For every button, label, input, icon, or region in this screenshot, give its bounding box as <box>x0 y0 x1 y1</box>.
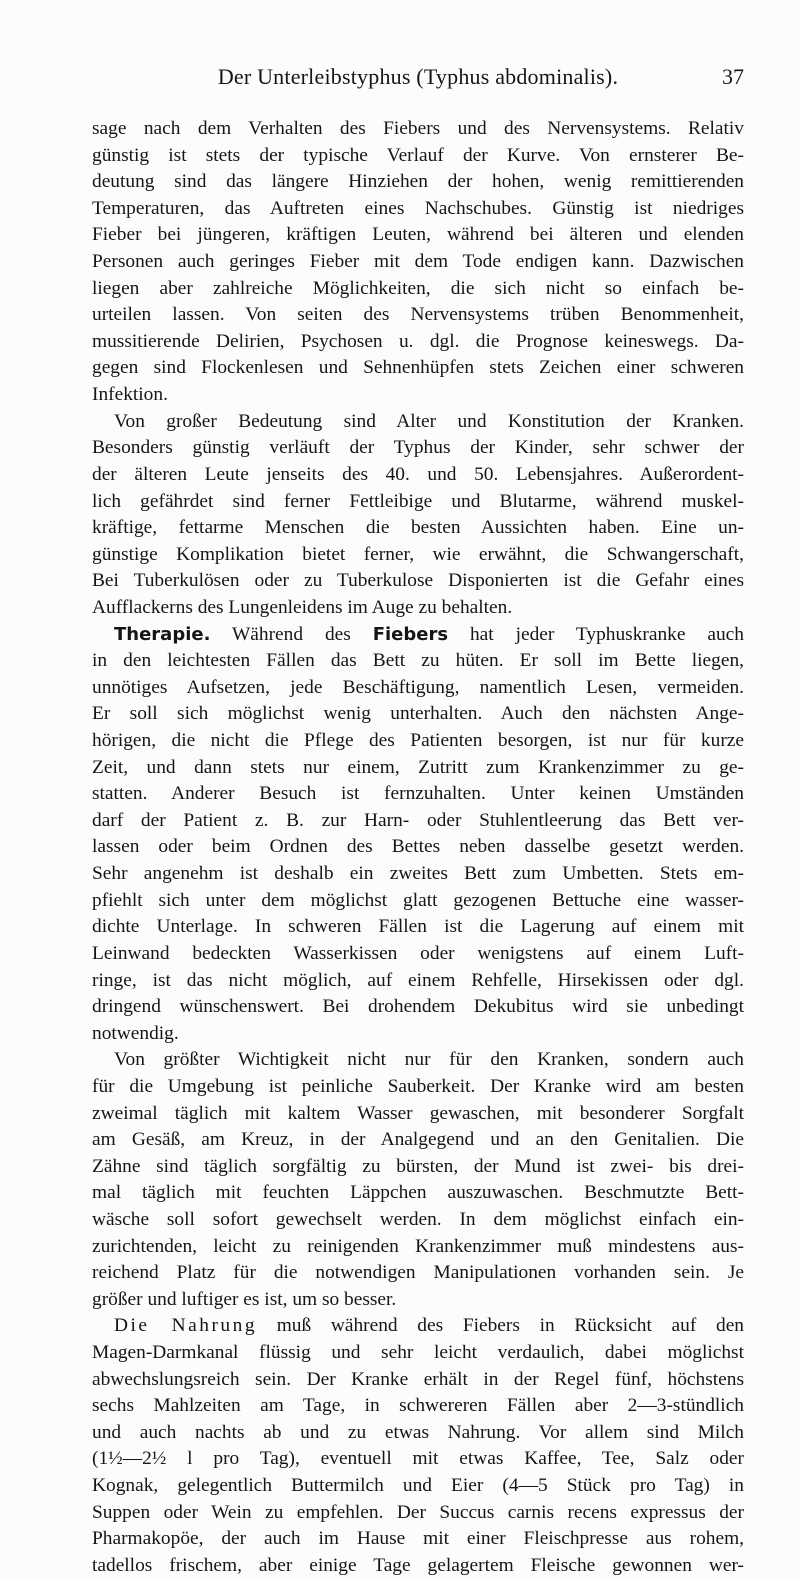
section-heading-therapie: Therapie. <box>114 623 211 645</box>
text-line: zurichtenden, leicht zu reinigenden Krankenzimmer muß mindestens aus- <box>92 1235 744 1257</box>
text-line: abwechslungsreich sein. Der Kranke erhält in der Regel fünf, höchstens <box>92 1368 744 1390</box>
text-line: liegen aber zahlreiche Möglichkeiten, die sich nicht so einfach be- <box>92 277 744 299</box>
text-line: lich gefährdet sind ferner Fettleibige und Blutarme, während muskel- <box>92 490 744 512</box>
text-line: darf der Patient z. B. zur Harn- oder Stuhlentleerung das Bett ver- <box>92 809 744 831</box>
text-line: zweimal täglich mit kaltem Wasser gewaschen, mit besonderer Sorgfalt <box>92 1102 744 1124</box>
text-line: günstige Komplikation bietet ferner, wie erwähnt, die Schwangerschaft, <box>92 543 744 565</box>
text-line: gegen sind Flockenlesen und Sehnenhüpfen stets Zeichen einer schweren <box>92 357 744 379</box>
text-line: (1½—2½ l pro Tag), eventuell mit etwas Kaffee, Tee, Salz oder <box>92 1448 744 1470</box>
text-line: Besonders günstig verläuft der Typhus der Kinder, sehr schwer der <box>92 437 744 459</box>
text-line: günstig ist stets der typische Verlauf der Kurve. Von ernsterer Be- <box>92 144 744 166</box>
text-line: lassen oder beim Ordnen des Bettes neben dasselbe gesetzt werden. <box>92 836 744 858</box>
running-title: Der Unterleibstyphus (Typhus abdominalis). <box>217 64 619 89</box>
text-line: Suppen oder Wein zu empfehlen. Der Succus carnis recens expressus der <box>92 1501 744 1523</box>
text-line: Magen-Darmkanal flüssig und sehr leicht verdaulich, dabei möglichst <box>92 1342 744 1364</box>
text-line: sechs Mahlzeiten am Tage, in schwereren Fällen aber 2—3-stündlich <box>92 1395 744 1417</box>
running-head <box>92 64 744 100</box>
therapy-first-line <box>92 622 744 649</box>
text-line: Kognak, gelegentlich Buttermilch und Eier (4—5 Stück pro Tag) in <box>92 1475 744 1497</box>
text-fragment: muß während des Fiebers in Rücksicht auf den <box>257 1315 744 1337</box>
text-line: hörigen, die nicht die Pflege des Patienten besorgen, ist nur für kurze <box>92 730 744 752</box>
text-line: Leinwand bedeckten Wasserkissen oder wenigstens auf einem Luft- <box>92 942 744 964</box>
text-line: unnötiges Aufsetzen, jede Beschäftigung, namentlich Lesen, vermeiden. <box>92 676 744 698</box>
text-line: der älteren Leute jenseits des 40. und 50. Lebensjahres. Außerordent- <box>92 463 744 485</box>
text-line: reichend Platz für die notwendigen Manipulationen vorhanden sein. Je <box>92 1262 744 1284</box>
text-line: dichte Unterlage. In schweren Fällen ist die Lagerung auf einem mit <box>92 916 744 938</box>
text-line: ringe, ist das nicht möglich, auf einem Rehfelle, Hirsekissen oder dgl. <box>92 969 744 991</box>
page-number: 37 <box>722 64 744 89</box>
text-line: sage nach dem Verhalten des Fiebers und des Nervensystems. Relativ <box>92 118 744 139</box>
text-line: Fieber bei jüngeren, kräftigen Leuten, während bei älteren und elenden <box>92 224 744 246</box>
text-line: Temperaturen, das Auftreten eines Nachschubes. Günstig ist niedriges <box>92 197 744 219</box>
text-line: Infektion. <box>92 384 168 406</box>
nutrition-first-line <box>92 1313 744 1340</box>
text-fragment: Während des <box>210 623 373 645</box>
text-line: pfiehlt sich unter dem möglichst glatt gezogenen Bettuche eine wasser- <box>92 889 744 911</box>
text-line: und auch nachts ab und zu etwas Nahrung. Vor allem sind Milch <box>92 1421 744 1443</box>
text-line: mal täglich mit feuchten Läppchen auszuwaschen. Beschmutzte Bett- <box>92 1182 744 1204</box>
text-line: mussitierende Delirien, Psychosen u. dgl. die Prognose keineswegs. Da- <box>92 330 744 352</box>
text-line: in den leichtesten Fällen das Bett zu hüten. Er soll im Bette liegen, <box>92 650 744 672</box>
text-line: für die Umgebung ist peinliche Sauberkeit. Der Kranke wird am besten <box>92 1075 744 1097</box>
body-text <box>92 116 744 1580</box>
text-line: tadellos frischem, aber einige Tage gelagertem Fleische gewonnen wer- <box>92 1554 744 1576</box>
text-line: Personen auch geringes Fieber mit dem Tode endigen kann. Dazwischen <box>92 251 744 273</box>
text-line: Sehr angenehm ist deshalb ein zweites Bett zum Umbetten. Stets em- <box>92 863 744 885</box>
text-line: deutung sind das längere Hinziehen der hohen, wenig remittierenden <box>92 171 744 193</box>
bold-term-fiebers: Fiebers <box>372 623 449 645</box>
text-line: wäsche soll sofort gewechselt werden. In dem möglichst einfach ein- <box>92 1208 744 1230</box>
text-line: Von großer Bedeutung sind Alter und Konstitution der Kranken. <box>114 410 744 432</box>
text-line: Bei Tuberkulösen oder zu Tuberkulose Disponierten ist die Gefahr eines <box>92 570 744 592</box>
text-line: statten. Anderer Besuch ist fernzuhalten. Unter keinen Umständen <box>92 783 744 805</box>
text-line: Pharmakopöe, der auch im Hause mit einer Fleischpresse aus rohem, <box>92 1528 744 1550</box>
text-line: Aufflackerns des Lungenleidens im Auge zu behalten. <box>92 596 513 618</box>
text-line: Zeit, und dann stets nur einem, Zutritt zum Krankenzimmer zu ge- <box>92 756 744 778</box>
text-fragment: hat jeder Typhuskranke auch <box>448 623 744 645</box>
text-line: dringend wünschenswert. Bei drohendem Dekubitus wird sie unbedingt <box>92 996 744 1018</box>
text-line: notwendig. <box>92 1022 179 1044</box>
text-line: urteilen lassen. Von seiten des Nervensystems trüben Benommenheit, <box>92 304 744 326</box>
text-line: Zähne sind täglich sorgfältig zu bürsten, der Mund ist zwei- bis drei- <box>92 1155 744 1177</box>
text-line: kräftige, fettarme Menschen die besten Aussichten haben. Eine un- <box>92 517 744 539</box>
text-line: Er soll sich möglichst wenig unterhalten. Auch den nächsten Ange- <box>92 703 744 725</box>
text-line: Von größter Wichtigkeit nicht nur für den Kranken, sondern auch <box>114 1049 744 1071</box>
spaced-term-nahrung: Die Nahrung <box>114 1315 258 1337</box>
text-line: größer und luftiger es ist, um so besser. <box>92 1288 397 1310</box>
text-line: am Gesäß, am Kreuz, in der Analgegend und an den Genitalien. Die <box>92 1129 744 1151</box>
